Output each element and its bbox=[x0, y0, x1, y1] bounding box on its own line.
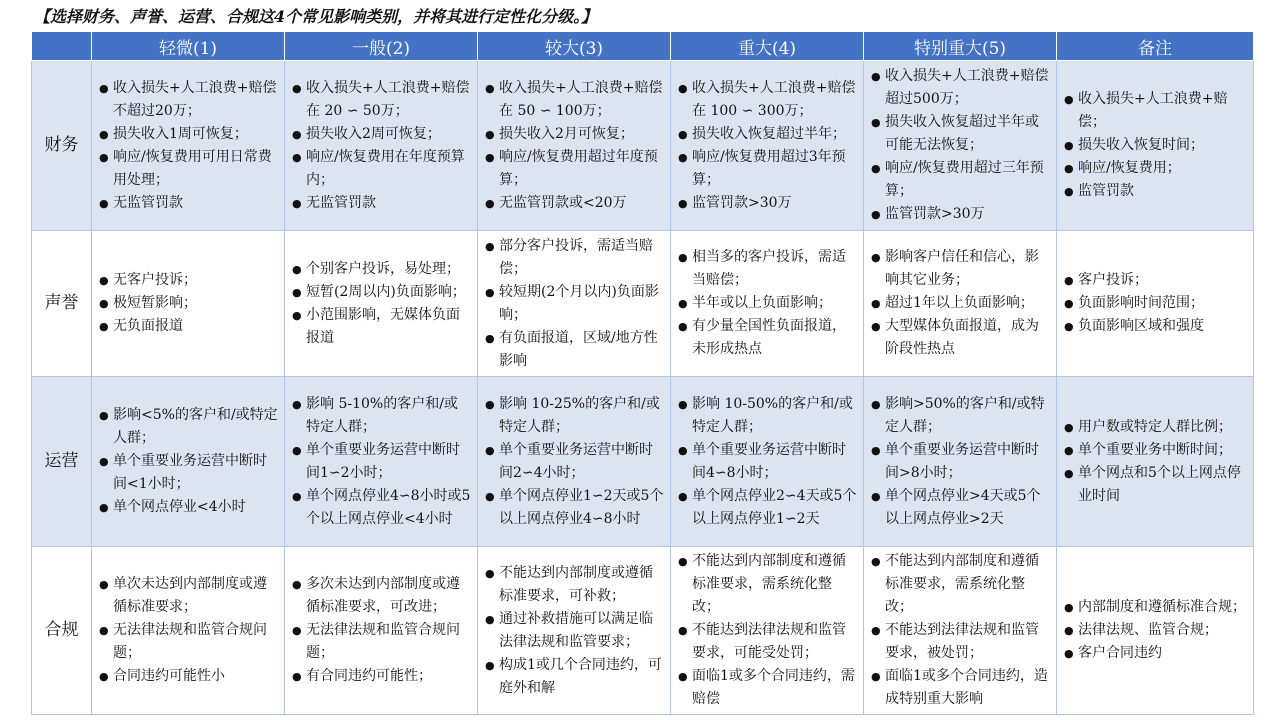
bullet-list bbox=[1065, 596, 1247, 665]
table-cell bbox=[671, 231, 864, 377]
table-row bbox=[32, 231, 1254, 377]
bullet-item: ● 大型媒体负面报道，成为阶段性热点 bbox=[872, 315, 1050, 361]
table-cell bbox=[671, 377, 864, 547]
header-level-4: 重大(4) bbox=[671, 32, 864, 61]
bullet-item: ● 极短暂影响； bbox=[100, 292, 278, 315]
bullet-list bbox=[293, 393, 471, 531]
bullet-list bbox=[679, 550, 857, 711]
table-cell bbox=[671, 547, 864, 715]
bullet-item: ● 单个网点停业<4小时 bbox=[100, 496, 278, 519]
bullet-item: ● 不能达到内部制度或遵循标准要求，可补救； bbox=[486, 562, 664, 608]
bullet-item: ● 不能达到法律法规和监管要求，可能受处罚； bbox=[679, 619, 857, 665]
bullet-list bbox=[486, 562, 664, 700]
table-cell bbox=[92, 231, 285, 377]
bullet-list bbox=[100, 77, 278, 215]
table-cell bbox=[1057, 231, 1254, 377]
bullet-item: ● 个别客户投诉，易处理； bbox=[293, 258, 471, 281]
bullet-list bbox=[486, 235, 664, 373]
bullet-item: ● 不能达到内部制度和遵循标准要求，需系统化整改； bbox=[679, 550, 857, 619]
bullet-item: ● 监管罚款 bbox=[1065, 180, 1247, 203]
row-category-label: 财务 bbox=[32, 61, 92, 231]
bullet-list bbox=[872, 550, 1050, 711]
bullet-item: ● 单个网点和5个以上网点停业时间 bbox=[1065, 462, 1247, 508]
bullet-item: ● 小范围影响，无媒体负面报道 bbox=[293, 304, 471, 350]
bullet-list bbox=[486, 77, 664, 215]
table-cell bbox=[92, 61, 285, 231]
impact-grading-table bbox=[31, 31, 1254, 715]
page-title: 【选择财务、声誉、运营、合规这4个常见影响类别，并将其进行定性化分级。】 bbox=[34, 7, 598, 26]
bullet-item: ● 无法律法规和监管合规问题； bbox=[100, 619, 278, 665]
table-cell bbox=[1057, 377, 1254, 547]
bullet-item: ● 收入损失+人工浪费+赔偿在 50 ∽ 100万； bbox=[486, 77, 664, 123]
bullet-item: ● 监管罚款>30万 bbox=[872, 203, 1050, 226]
bullet-item: ● 单个重要业务运营中断时间<1小时； bbox=[100, 450, 278, 496]
bullet-list bbox=[293, 573, 471, 688]
bullet-item: ● 监管罚款>30万 bbox=[679, 192, 857, 215]
bullet-item: ● 损失收入恢复超过半年或可能无法恢复； bbox=[872, 111, 1050, 157]
bullet-item: ● 单次未达到内部制度或遵循标准要求； bbox=[100, 573, 278, 619]
bullet-item: ● 无法律法规和监管合规问题； bbox=[293, 619, 471, 665]
bullet-item: ● 短暂(2周以内)负面影响； bbox=[293, 281, 471, 304]
table-cell bbox=[285, 377, 478, 547]
bullet-list bbox=[872, 246, 1050, 361]
header-level-2: 一般(2) bbox=[285, 32, 478, 61]
bullet-item: ● 影响 10-25%的客户和/或特定人群； bbox=[486, 393, 664, 439]
bullet-item: ● 单个重要业务运营中断时间4∽8小时； bbox=[679, 439, 857, 485]
table-cell bbox=[864, 377, 1057, 547]
header-corner bbox=[32, 32, 92, 61]
bullet-item: ● 收入损失+人工浪费+赔偿在 20 ∽ 50万； bbox=[293, 77, 471, 123]
bullet-list bbox=[100, 404, 278, 519]
bullet-item: ● 多次未达到内部制度或遵循标准要求，可改进； bbox=[293, 573, 471, 619]
bullet-item: ● 单个网点停业4∽8小时或5个以上网点停业<4小时 bbox=[293, 485, 471, 531]
bullet-item: ● 收入损失+人工浪费+赔偿不超过20万； bbox=[100, 77, 278, 123]
table-cell bbox=[478, 231, 671, 377]
bullet-item: ● 损失收入2月可恢复； bbox=[486, 123, 664, 146]
bullet-item: ● 合同违约可能性小 bbox=[100, 665, 278, 688]
row-category-label: 声誉 bbox=[32, 231, 92, 377]
bullet-item: ● 收入损失+人工浪费+赔偿在 100 ∽ 300万； bbox=[679, 77, 857, 123]
row-category-label: 运营 bbox=[32, 377, 92, 547]
bullet-list bbox=[293, 77, 471, 215]
bullet-item: ● 无监管罚款 bbox=[100, 192, 278, 215]
bullet-item: ● 相当多的客户投诉，需适当赔偿； bbox=[679, 246, 857, 292]
table-cell bbox=[478, 61, 671, 231]
bullet-item: ● 半年或以上负面影响； bbox=[679, 292, 857, 315]
table-cell bbox=[285, 231, 478, 377]
table-cell bbox=[478, 547, 671, 715]
bullet-item: ● 客户合同违约 bbox=[1065, 642, 1247, 665]
bullet-list bbox=[100, 573, 278, 688]
bullet-item: ● 法律法规、监管合规； bbox=[1065, 619, 1247, 642]
table-cell bbox=[864, 547, 1057, 715]
bullet-list bbox=[486, 393, 664, 531]
bullet-list bbox=[679, 393, 857, 531]
bullet-item: ● 超过1年以上负面影响； bbox=[872, 292, 1050, 315]
bullet-item: ● 损失收入2周可恢复； bbox=[293, 123, 471, 146]
bullet-item: ● 单个网点停业2∽4天或5个以上网点停业1∽2天 bbox=[679, 485, 857, 531]
bullet-item: ● 面临1或多个合同违约，需赔偿 bbox=[679, 665, 857, 711]
bullet-item: ● 构成1或几个合同违约，可庭外和解 bbox=[486, 654, 664, 700]
bullet-list bbox=[1065, 88, 1247, 203]
bullet-item: ● 收入损失+人工浪费+赔偿； bbox=[1065, 88, 1247, 134]
bullet-item: ● 无客户投诉； bbox=[100, 269, 278, 292]
bullet-item: ● 内部制度和遵循标准合规； bbox=[1065, 596, 1247, 619]
bullet-list bbox=[293, 258, 471, 350]
table-body bbox=[32, 61, 1254, 715]
bullet-item: ● 响应/恢复费用在年度预算内； bbox=[293, 146, 471, 192]
bullet-list bbox=[1065, 269, 1247, 338]
bullet-list bbox=[1065, 416, 1247, 508]
table-cell bbox=[864, 61, 1057, 231]
bullet-item: ● 负面影响区域和强度 bbox=[1065, 315, 1247, 338]
header-level-1: 轻微(1) bbox=[92, 32, 285, 61]
bullet-item: ● 面临1或多个合同违约，造成特别重大影响 bbox=[872, 665, 1050, 711]
bullet-item: ● 影响 5-10%的客户和/或特定人群； bbox=[293, 393, 471, 439]
bullet-item: ● 客户投诉； bbox=[1065, 269, 1247, 292]
header-level-3: 较大(3) bbox=[478, 32, 671, 61]
header-remarks: 备注 bbox=[1057, 32, 1254, 61]
table-cell bbox=[1057, 547, 1254, 715]
bullet-item: ● 影响<5%的客户和/或特定人群； bbox=[100, 404, 278, 450]
table-row bbox=[32, 377, 1254, 547]
bullet-item: ● 单个网点停业1∽2天或5个以上网点停业4∽8小时 bbox=[486, 485, 664, 531]
bullet-item: ● 无负面报道 bbox=[100, 315, 278, 338]
bullet-item: ● 通过补救措施可以满足临法律法规和监管要求； bbox=[486, 608, 664, 654]
row-category-label: 合规 bbox=[32, 547, 92, 715]
bullet-item: ● 损失收入1周可恢复； bbox=[100, 123, 278, 146]
table-cell bbox=[285, 61, 478, 231]
bullet-list bbox=[872, 393, 1050, 531]
bullet-item: ● 无监管罚款或<20万 bbox=[486, 192, 664, 215]
table-cell bbox=[92, 547, 285, 715]
bullet-item: ● 损失收入恢复时间； bbox=[1065, 134, 1247, 157]
bullet-list bbox=[100, 269, 278, 338]
table-row bbox=[32, 61, 1254, 231]
table-cell bbox=[92, 377, 285, 547]
bullet-item: ● 影响>50%的客户和/或特定人群； bbox=[872, 393, 1050, 439]
bullet-item: ● 不能达到法律法规和监管要求，被处罚； bbox=[872, 619, 1050, 665]
bullet-item: ● 较短期(2个月以内)负面影响； bbox=[486, 281, 664, 327]
bullet-item: ● 响应/恢复费用； bbox=[1065, 157, 1247, 180]
table-cell bbox=[478, 377, 671, 547]
bullet-item: ● 用户数或特定人群比例； bbox=[1065, 416, 1247, 439]
bullet-item: ● 收入损失+人工浪费+赔偿超过500万； bbox=[872, 65, 1050, 111]
bullet-item: ● 有合同违约可能性； bbox=[293, 665, 471, 688]
bullet-item: ● 响应/恢复费用超过三年预算； bbox=[872, 157, 1050, 203]
table-row bbox=[32, 547, 1254, 715]
bullet-item: ● 单个网点停业>4天或5个以上网点停业>2天 bbox=[872, 485, 1050, 531]
bullet-item: ● 单个重要业务中断时间； bbox=[1065, 439, 1247, 462]
table-cell bbox=[285, 547, 478, 715]
bullet-item: ● 响应/恢复费用超过3年预算； bbox=[679, 146, 857, 192]
bullet-list bbox=[872, 65, 1050, 226]
table-cell bbox=[671, 61, 864, 231]
bullet-item: ● 不能达到内部制度和遵循标准要求，需系统化整改； bbox=[872, 550, 1050, 619]
bullet-item: ● 负面影响时间范围； bbox=[1065, 292, 1247, 315]
bullet-item: ● 响应/恢复费用超过年度预算； bbox=[486, 146, 664, 192]
bullet-item: ● 有少量全国性负面报道，未形成热点 bbox=[679, 315, 857, 361]
bullet-item: ● 有负面报道，区域/地方性影响 bbox=[486, 327, 664, 373]
bullet-item: ● 单个重要业务运营中断时间2∽4小时； bbox=[486, 439, 664, 485]
header-level-5: 特别重大(5) bbox=[864, 32, 1057, 61]
bullet-item: ● 影响 10-50%的客户和/或特定人群； bbox=[679, 393, 857, 439]
bullet-item: ● 单个重要业务运营中断时间>8小时； bbox=[872, 439, 1050, 485]
bullet-item: ● 响应/恢复费用可用日常费用处理； bbox=[100, 146, 278, 192]
bullet-item: ● 单个重要业务运营中断时间1∽2小时； bbox=[293, 439, 471, 485]
header-row bbox=[32, 32, 1254, 61]
bullet-item: ● 部分客户投诉，需适当赔偿； bbox=[486, 235, 664, 281]
bullet-list bbox=[679, 77, 857, 215]
table-cell bbox=[1057, 61, 1254, 231]
bullet-item: ● 影响客户信任和信心，影响其它业务； bbox=[872, 246, 1050, 292]
table-cell bbox=[864, 231, 1057, 377]
bullet-item: ● 无监管罚款 bbox=[293, 192, 471, 215]
bullet-list bbox=[679, 246, 857, 361]
bullet-item: ● 损失收入恢复超过半年； bbox=[679, 123, 857, 146]
